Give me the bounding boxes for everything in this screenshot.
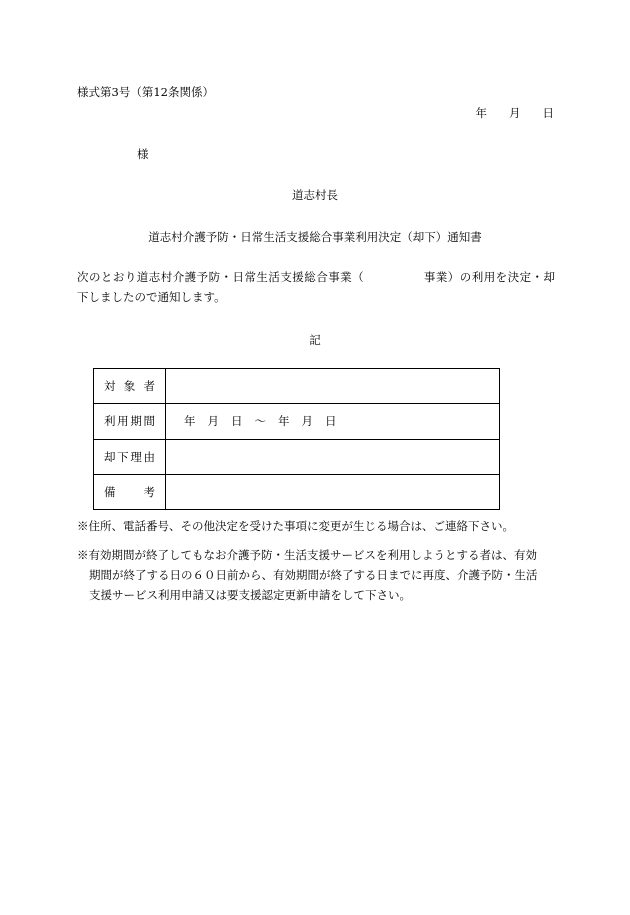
recipient-suffix: 様	[137, 147, 149, 161]
note-change-notice: ※住所、電話番号、その他決定を受けた事項に変更が生じる場合は、ご連絡下さい。	[77, 519, 514, 533]
period-end-year: 年	[278, 414, 290, 429]
period-start-month: 月	[207, 414, 219, 429]
value-cell-period	[166, 404, 500, 439]
label-cell-remarks	[94, 474, 166, 509]
period-end-month: 月	[301, 414, 313, 429]
issuer: 道志村長	[292, 188, 338, 202]
table-row-recipient	[94, 369, 500, 404]
value-cell-remarks	[166, 474, 500, 509]
period-end-day: 日	[325, 414, 337, 429]
value-cell-recipient	[166, 369, 500, 404]
table-row-rejection-reason	[94, 439, 500, 474]
period-start-year: 年	[184, 414, 196, 429]
note-renewal-line-2: 期間が終了する日の６０日前から、有効期間が終了する日までに再度、介護予防・生活	[89, 568, 538, 582]
period-start-day: 日	[231, 414, 243, 429]
date-year-label: 年	[475, 106, 487, 120]
note-renewal	[77, 545, 555, 605]
ki-heading: 記	[309, 333, 321, 347]
date-day-label: 日	[542, 106, 554, 120]
label-remarks: 備考	[104, 484, 155, 499]
period-tilde: ～	[254, 414, 266, 429]
table-row-remarks	[94, 474, 500, 509]
note-renewal-line-1: ※有効期間が終了してもなお介護予防・生活支援サービスを利用しようとする者は、有効	[77, 548, 537, 562]
label-cell-period	[94, 404, 166, 439]
label-recipient: 対象者	[104, 379, 155, 394]
value-cell-rejection-reason	[166, 439, 500, 474]
label-cell-recipient	[94, 369, 166, 404]
form-number: 様式第3号（第12条関係）	[77, 85, 214, 99]
label-period: 利用期間	[104, 414, 155, 429]
document-title: 道志村介護予防・日常生活支援総合事業利用決定（却下）通知書	[148, 230, 482, 244]
date-month-label: 月	[509, 106, 521, 120]
body-text-line-1: 次のとおり道志村介護予防・日常生活支援総合事業（ 事業）の利用を決定・却	[77, 270, 555, 284]
body-text-line-2: 下しましたので通知します。	[77, 290, 226, 304]
table-row-period	[94, 404, 500, 439]
info-table	[93, 368, 500, 510]
note-renewal-line-3: 支援サービス利用申請又は要支援認定更新申請をして下さい。	[89, 588, 411, 602]
label-rejection-reason: 却下理由	[104, 449, 155, 464]
date-line	[476, 106, 555, 120]
label-cell-rejection-reason	[94, 439, 166, 474]
